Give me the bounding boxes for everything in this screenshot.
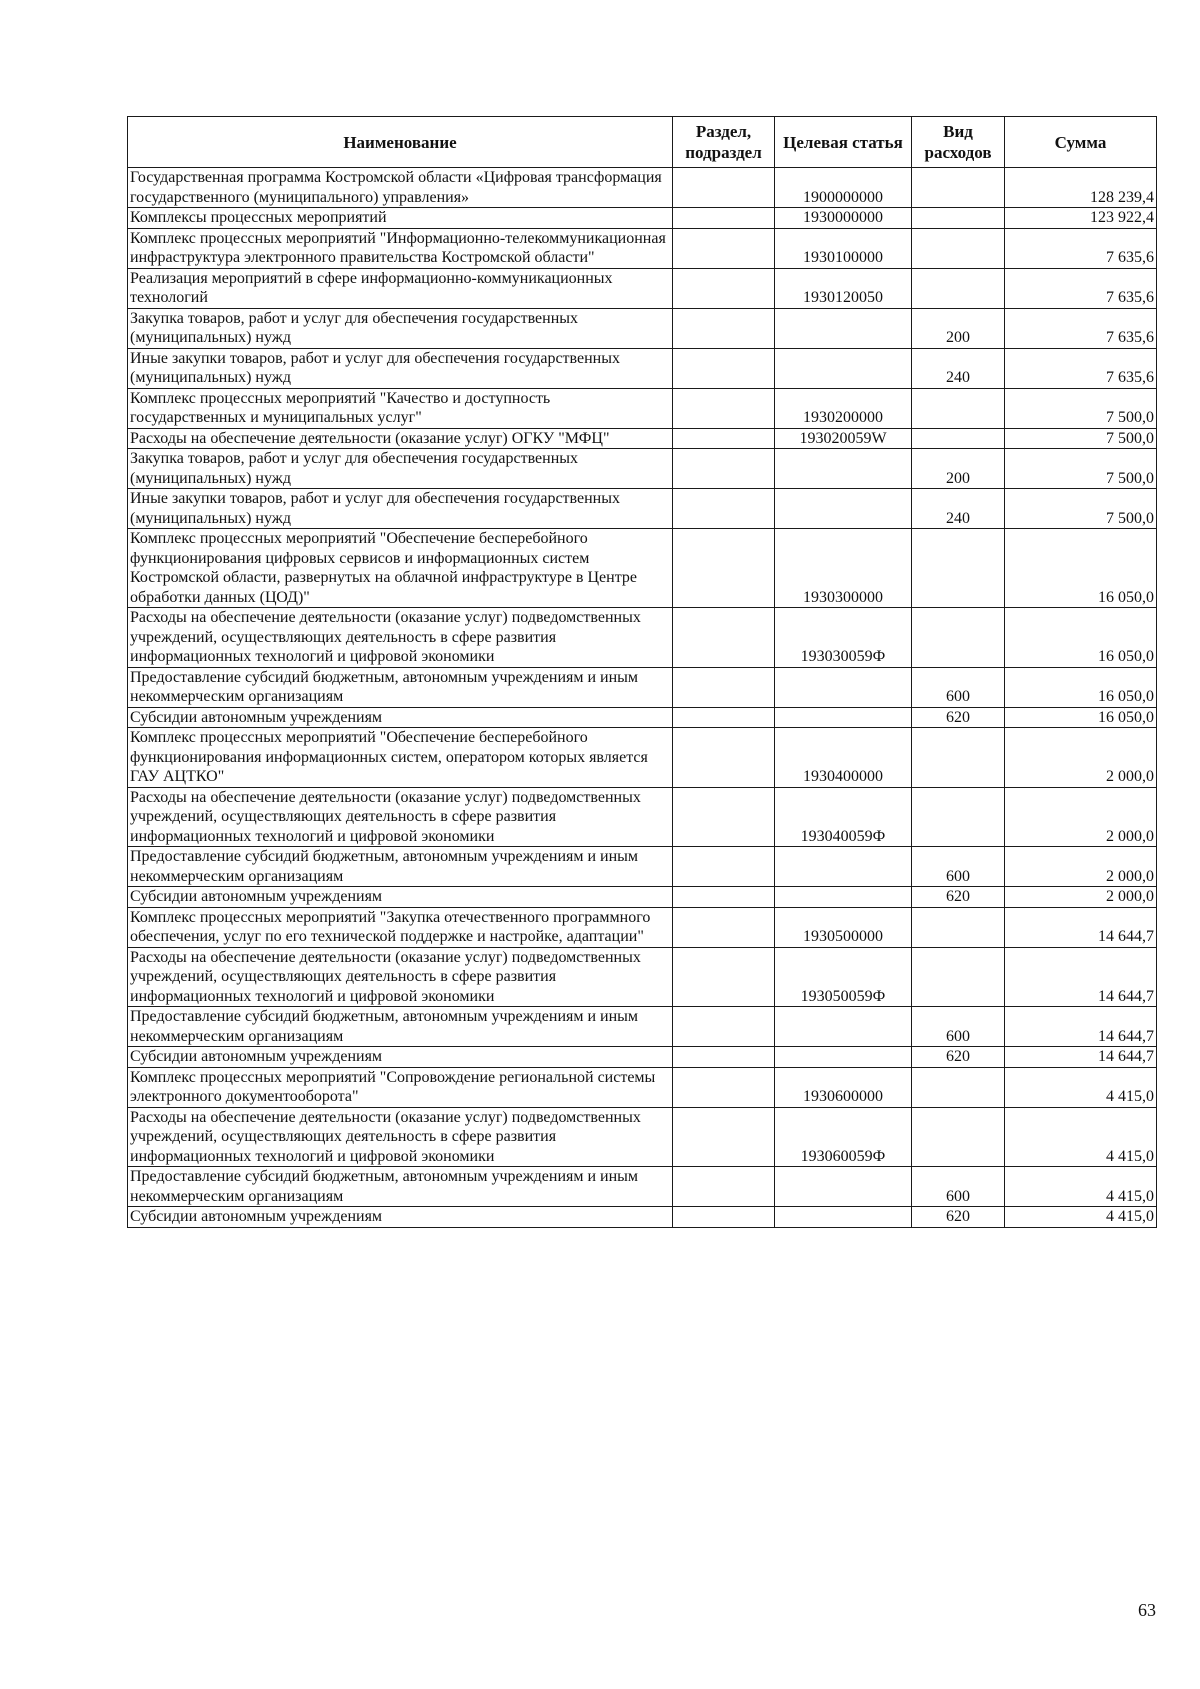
cell-target <box>775 1047 912 1068</box>
table-row <box>128 1047 1157 1068</box>
table-row <box>128 449 1157 489</box>
cell-target: 1930600000 <box>775 1067 912 1107</box>
cell-name: Комплекс процессных мероприятий "Сопровождение региональной системы электронного документооборота" <box>128 1067 673 1107</box>
cell-target: 193050059Ф <box>775 947 912 1007</box>
cell-section <box>673 1047 775 1068</box>
table-row <box>128 907 1157 947</box>
cell-name: Расходы на обеспечение деятельности (оказание услуг) подведомственных учреждений, осуществляющих деятельность в сфере развития информационных технологий и цифровой экономики <box>128 947 673 1007</box>
cell-sum: 7 635,6 <box>1005 308 1157 348</box>
cell-section <box>673 428 775 449</box>
cell-target: 1930500000 <box>775 907 912 947</box>
header-target: Целевая статья <box>775 117 912 168</box>
cell-section <box>673 847 775 887</box>
cell-target: 1930000000 <box>775 208 912 229</box>
cell-section <box>673 529 775 608</box>
cell-expense-type <box>912 168 1005 208</box>
cell-sum: 16 050,0 <box>1005 529 1157 608</box>
cell-name: Расходы на обеспечение деятельности (оказание услуг) подведомственных учреждений, осуществляющих деятельность в сфере развития информационных технологий и цифровой экономики <box>128 608 673 668</box>
cell-expense-type <box>912 529 1005 608</box>
cell-sum: 14 644,7 <box>1005 947 1157 1007</box>
cell-name: Предоставление субсидий бюджетным, автономным учреждениям и иным некоммерческим организациям <box>128 847 673 887</box>
cell-expense-type: 600 <box>912 1167 1005 1207</box>
cell-sum: 4 415,0 <box>1005 1167 1157 1207</box>
cell-target: 193030059Ф <box>775 608 912 668</box>
cell-name: Расходы на обеспечение деятельности (оказание услуг) ОГКУ "МФЦ" <box>128 428 673 449</box>
table-row <box>128 228 1157 268</box>
cell-section <box>673 667 775 707</box>
header-name: Наименование <box>128 117 673 168</box>
cell-expense-type: 200 <box>912 449 1005 489</box>
cell-sum: 2 000,0 <box>1005 847 1157 887</box>
cell-target <box>775 348 912 388</box>
cell-target <box>775 1207 912 1228</box>
cell-expense-type <box>912 228 1005 268</box>
cell-expense-type <box>912 787 1005 847</box>
cell-sum: 16 050,0 <box>1005 608 1157 668</box>
cell-name: Субсидии автономным учреждениям <box>128 1207 673 1228</box>
table-row <box>128 428 1157 449</box>
cell-expense-type <box>912 947 1005 1007</box>
cell-target <box>775 449 912 489</box>
cell-expense-type: 620 <box>912 887 1005 908</box>
cell-target <box>775 667 912 707</box>
cell-section <box>673 1007 775 1047</box>
cell-section <box>673 268 775 308</box>
cell-expense-type: 620 <box>912 1047 1005 1068</box>
table-body <box>128 168 1157 1228</box>
cell-sum: 2 000,0 <box>1005 887 1157 908</box>
budget-table <box>127 116 1157 1228</box>
cell-target: 1930400000 <box>775 728 912 788</box>
cell-sum: 7 635,6 <box>1005 228 1157 268</box>
cell-expense-type: 600 <box>912 1007 1005 1047</box>
cell-section <box>673 1207 775 1228</box>
cell-sum: 2 000,0 <box>1005 787 1157 847</box>
cell-section <box>673 707 775 728</box>
cell-name: Реализация мероприятий в сфере информационно-коммуникационных технологий <box>128 268 673 308</box>
cell-sum: 128 239,4 <box>1005 168 1157 208</box>
cell-expense-type <box>912 1107 1005 1167</box>
cell-expense-type <box>912 608 1005 668</box>
cell-target: 193040059Ф <box>775 787 912 847</box>
cell-target <box>775 707 912 728</box>
cell-expense-type: 240 <box>912 489 1005 529</box>
cell-name: Комплекс процессных мероприятий "Качество и доступность государственных и муниципальных услуг" <box>128 388 673 428</box>
cell-name: Иные закупки товаров, работ и услуг для обеспечения государственных (муниципальных) нужд <box>128 348 673 388</box>
cell-name: Расходы на обеспечение деятельности (оказание услуг) подведомственных учреждений, осуществляющих деятельность в сфере развития информационных технологий и цифровой экономики <box>128 787 673 847</box>
cell-expense-type <box>912 1067 1005 1107</box>
cell-sum: 7 635,6 <box>1005 268 1157 308</box>
table-row <box>128 489 1157 529</box>
cell-target: 193020059W <box>775 428 912 449</box>
cell-sum: 123 922,4 <box>1005 208 1157 229</box>
cell-expense-type: 620 <box>912 1207 1005 1228</box>
table-row <box>128 348 1157 388</box>
table-row <box>128 847 1157 887</box>
table-row <box>128 388 1157 428</box>
cell-section <box>673 887 775 908</box>
cell-sum: 14 644,7 <box>1005 1047 1157 1068</box>
cell-name: Комплекс процессных мероприятий "Информационно-телекоммуникационная инфраструктура электронного правительства Костромской области" <box>128 228 673 268</box>
cell-section <box>673 388 775 428</box>
cell-expense-type <box>912 268 1005 308</box>
cell-section <box>673 489 775 529</box>
table-row <box>128 308 1157 348</box>
table-row <box>128 168 1157 208</box>
cell-section <box>673 728 775 788</box>
cell-section <box>673 168 775 208</box>
cell-expense-type: 600 <box>912 847 1005 887</box>
cell-name: Иные закупки товаров, работ и услуг для обеспечения государственных (муниципальных) нужд <box>128 489 673 529</box>
cell-expense-type: 600 <box>912 667 1005 707</box>
cell-target: 1930100000 <box>775 228 912 268</box>
table-row <box>128 1107 1157 1167</box>
cell-target <box>775 308 912 348</box>
table-row <box>128 947 1157 1007</box>
cell-section <box>673 1167 775 1207</box>
cell-expense-type <box>912 728 1005 788</box>
cell-target: 1930300000 <box>775 529 912 608</box>
cell-sum: 4 415,0 <box>1005 1107 1157 1167</box>
table-row <box>128 529 1157 608</box>
header-expense-type: Вид расходов <box>912 117 1005 168</box>
cell-section <box>673 1107 775 1167</box>
cell-sum: 4 415,0 <box>1005 1207 1157 1228</box>
cell-section <box>673 348 775 388</box>
table-row <box>128 1067 1157 1107</box>
table-row <box>128 787 1157 847</box>
page-number: 63 <box>1138 1600 1156 1620</box>
cell-section <box>673 308 775 348</box>
cell-section <box>673 947 775 1007</box>
cell-sum: 7 500,0 <box>1005 388 1157 428</box>
cell-name: Расходы на обеспечение деятельности (оказание услуг) подведомственных учреждений, осуществляющих деятельность в сфере развития информационных технологий и цифровой экономики <box>128 1107 673 1167</box>
cell-name: Субсидии автономным учреждениям <box>128 1047 673 1068</box>
cell-expense-type: 620 <box>912 707 1005 728</box>
table-row <box>128 1207 1157 1228</box>
cell-target: 1930120050 <box>775 268 912 308</box>
cell-section <box>673 787 775 847</box>
cell-name: Комплекс процессных мероприятий "Обеспечение бесперебойного функционирования цифровых сервисов и информационных систем Костромской области, развернутых на облачной инфраструктуре в Центре обработки данных (ЦОД)" <box>128 529 673 608</box>
cell-target: 1900000000 <box>775 168 912 208</box>
cell-target: 1930200000 <box>775 388 912 428</box>
cell-target: 193060059Ф <box>775 1107 912 1167</box>
cell-section <box>673 1067 775 1107</box>
cell-section <box>673 608 775 668</box>
cell-sum: 2 000,0 <box>1005 728 1157 788</box>
cell-name: Закупка товаров, работ и услуг для обеспечения государственных (муниципальных) нужд <box>128 308 673 348</box>
cell-expense-type <box>912 907 1005 947</box>
cell-section <box>673 907 775 947</box>
cell-expense-type <box>912 388 1005 428</box>
cell-target <box>775 1167 912 1207</box>
cell-section <box>673 208 775 229</box>
cell-expense-type: 200 <box>912 308 1005 348</box>
cell-sum: 7 500,0 <box>1005 449 1157 489</box>
cell-sum: 16 050,0 <box>1005 707 1157 728</box>
table-header <box>128 117 1157 168</box>
cell-section <box>673 228 775 268</box>
cell-name: Государственная программа Костромской области «Цифровая трансформация государственного (муниципального) управления» <box>128 168 673 208</box>
cell-name: Комплекс процессных мероприятий "Закупка отечественного программного обеспечения, услуг по его технической поддержке и настройке, адаптации" <box>128 907 673 947</box>
cell-sum: 4 415,0 <box>1005 1067 1157 1107</box>
cell-name: Комплекс процессных мероприятий "Обеспечение бесперебойного функционирования информационных систем, оператором которых является ГАУ АЦТКО" <box>128 728 673 788</box>
header-section: Раздел, подраздел <box>673 117 775 168</box>
table-row <box>128 1007 1157 1047</box>
table-row <box>128 208 1157 229</box>
header-row <box>128 117 1157 168</box>
cell-sum: 14 644,7 <box>1005 907 1157 947</box>
cell-sum: 16 050,0 <box>1005 667 1157 707</box>
cell-section <box>673 449 775 489</box>
cell-name: Закупка товаров, работ и услуг для обеспечения государственных (муниципальных) нужд <box>128 449 673 489</box>
cell-name: Предоставление субсидий бюджетным, автономным учреждениям и иным некоммерческим организациям <box>128 667 673 707</box>
table-row <box>128 667 1157 707</box>
table-row <box>128 707 1157 728</box>
cell-expense-type: 240 <box>912 348 1005 388</box>
cell-sum: 7 500,0 <box>1005 428 1157 449</box>
table-row <box>128 1167 1157 1207</box>
cell-sum: 7 635,6 <box>1005 348 1157 388</box>
cell-name: Субсидии автономным учреждениям <box>128 887 673 908</box>
table-row <box>128 268 1157 308</box>
cell-target <box>775 1007 912 1047</box>
cell-target <box>775 887 912 908</box>
table-row <box>128 887 1157 908</box>
cell-target <box>775 847 912 887</box>
cell-name: Предоставление субсидий бюджетным, автономным учреждениям и иным некоммерческим организациям <box>128 1167 673 1207</box>
cell-name: Комплексы процессных мероприятий <box>128 208 673 229</box>
cell-expense-type <box>912 208 1005 229</box>
table-row <box>128 608 1157 668</box>
cell-name: Предоставление субсидий бюджетным, автономным учреждениям и иным некоммерческим организациям <box>128 1007 673 1047</box>
cell-target <box>775 489 912 529</box>
cell-sum: 14 644,7 <box>1005 1007 1157 1047</box>
cell-expense-type <box>912 428 1005 449</box>
header-sum: Сумма <box>1005 117 1157 168</box>
cell-name: Субсидии автономным учреждениям <box>128 707 673 728</box>
table-row <box>128 728 1157 788</box>
cell-sum: 7 500,0 <box>1005 489 1157 529</box>
